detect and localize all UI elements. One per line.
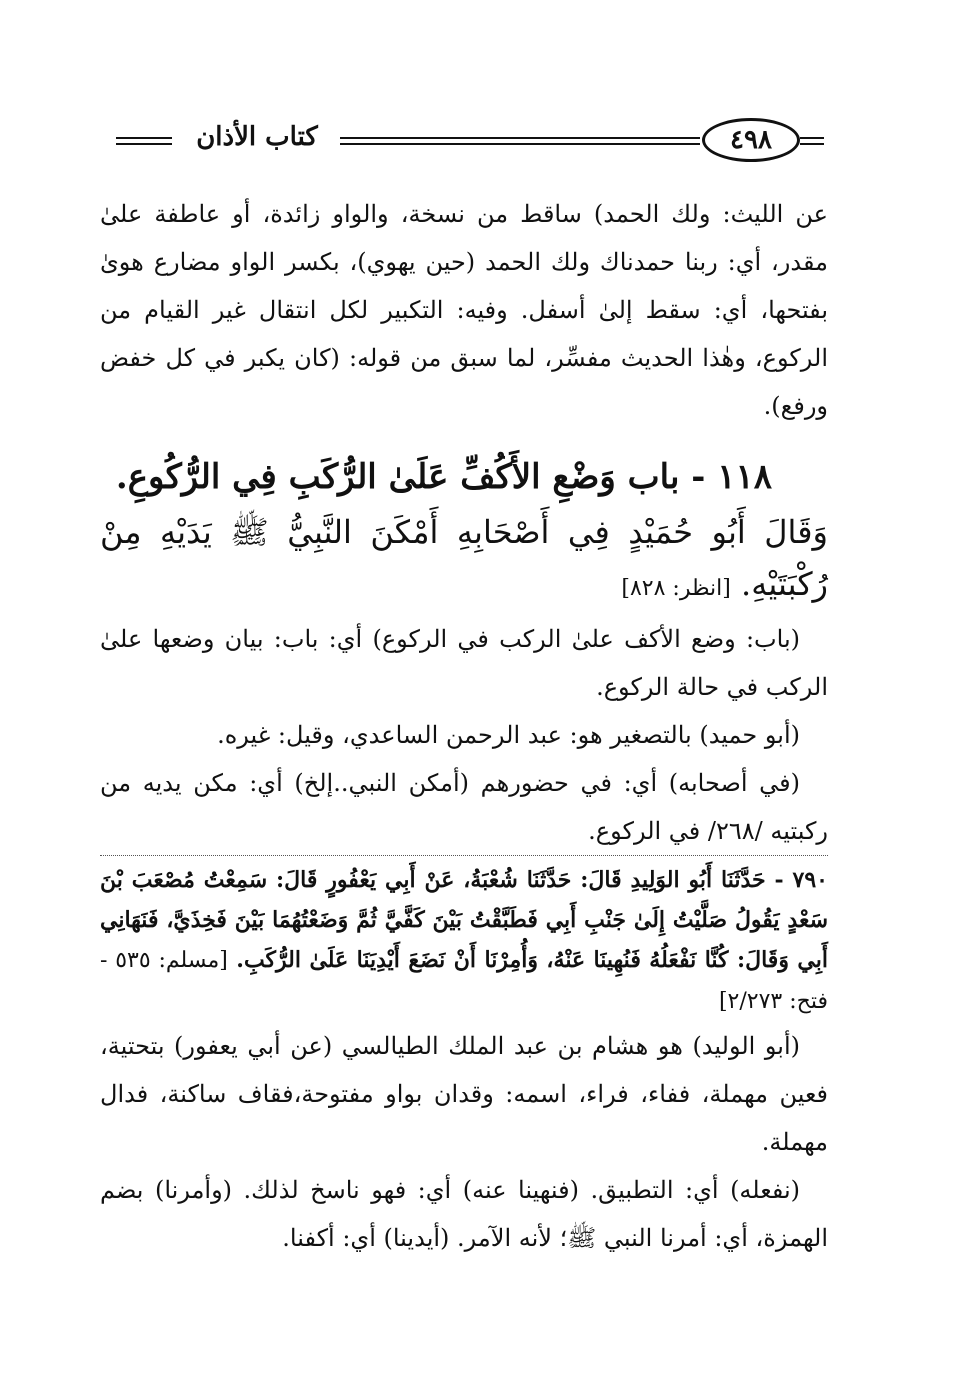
chapter-quote	[100, 506, 828, 615]
chapter-quote-reference: [انظر: ٨٢٨]	[621, 576, 731, 601]
chapter-heading: ١١٨ - باب وَضْعِ الأَكُفِّ عَلَىٰ الرُّكَبِ فِي الرُّكُوعِ.	[115, 457, 772, 497]
commentary-paragraph: (في أصحابه) أي: في حضورهم (أمكن النبي..إلخ) أي: مكن يديه من ركبتيه /٢٦٨/ في الركوع.	[100, 769, 828, 845]
header-rule-right	[800, 137, 824, 145]
page-body	[100, 190, 828, 1262]
header-rule-left	[116, 137, 172, 145]
hadith-body: ٧٩٠ - حَدَّثَنَا أَبُو الوَلِيدِ قَالَ: حَدَّثَنَا شُعْبَةُ، عَنْ أَبِي يَعْفُورٍ قَالَ: سَمِعْتُ مُصْعَبَ بْنَ سَعْدٍ يَقُولُ صَلَّيْتُ إِلَىٰ جَنْبِ أَبِي فَطَبَّقْتُ بَيْنَ كَفَّيَّ ثُمَّ وَضَعْتُهُمَا بَيْنَ فَخِذَيَّ، فَنَهَانِي أَبِي وَقَالَ: كُنَّا نَفْعَلُهُ فَنُهِينَا عَنْهُ، وَأُمِرْنَا أَنْ نَضَعَ أَيْدِيَنَا عَلَىٰ الرُّكَبِ.	[100, 867, 828, 973]
commentary-paragraph: (باب: وضع الأكف علىٰ الركب في الركوع) أي: باب: بيان وضعها علىٰ الركب في حالة الركوع.	[100, 625, 828, 701]
book-title: كتاب الأذان	[196, 122, 318, 152]
commentary-paragraph: (أبو الوليد) هو هشام بن عبد الملك الطيالسي (عن أبي يعفور) بتحتية، فعين مهملة، ففاء، فراء، اسمه: وقدان بواو مفتوحة،فقاف ساكنة، فدال مهملة.	[100, 1032, 828, 1156]
commentary-paragraph: (نفعله) أي: التطبيق. (فنهينا عنه) أي: فهو ناسخ لذلك. (وأمرنا) بضم الهمزة، أي: أمرنا النبي ﷺ؛ لأنه الآمر. (أيدينا) أي: أكفنا.	[100, 1176, 828, 1252]
running-header	[100, 118, 824, 164]
commentary-paragraph: (أبو حميد) بالتصغير هو: عبد الرحمن الساعدي، وقيل: غيره.	[217, 721, 800, 749]
chapter-quote-text: وَقَالَ أَبُو حُمَيْدٍ فِي أَصْحَابِهِ أَمْكَنَ النَّبِيُّ ﷺ يَدَيْهِ مِنْ رُكْبَتَيْهِ.	[100, 513, 828, 603]
page-number-badge: ٤٩٨	[702, 118, 800, 162]
header-rule-middle	[340, 137, 700, 145]
hadith-text	[100, 855, 828, 1022]
hadith-reference: [مسلم: ٥٣٥ - فتح: ٢/٢٧٣]	[100, 948, 828, 1014]
chapter-section	[100, 448, 828, 615]
intro-paragraph: عن الليث: ولك الحمد) ساقط من نسخة، والواو زائدة، أو عاطفة علىٰ مقدر، أي: ربنا حمدناك ولك الحمد (حين يهوي)، بكسر الواو مضارع هوىٰ بفتحها، أي: سقط إلىٰ أسفل. وفيه: التكبير لكل انتقال غير القيام من الركوع، وهٰذا الحديث مفسِّر، لما سبق من قوله: (كان يكبر في كل خفض ورفع).	[100, 200, 829, 420]
